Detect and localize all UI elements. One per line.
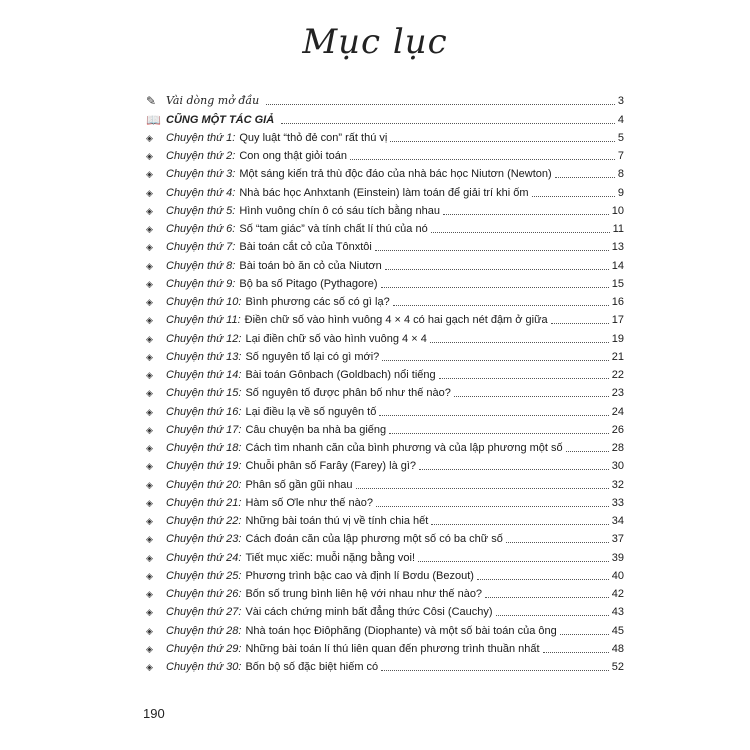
- dot-leader: [356, 488, 609, 489]
- toc-entry-page: 24: [611, 405, 624, 418]
- toc-entry-title: Bộ ba số Pitago (Pythagore): [239, 277, 378, 290]
- dot-leader: [350, 159, 615, 160]
- toc-entry-label: Chuyện thứ 14:: [166, 369, 242, 381]
- toc-entry-title: Bài toán cắt cỏ của Tônxtôi: [239, 241, 372, 254]
- toc-entry: [146, 127, 624, 145]
- toc-entry-label: Chuyện thứ 7:: [166, 241, 236, 254]
- toc-entry-title: Hình vuông chín ô có sáu tích bằng nhau: [239, 204, 440, 217]
- diamond-bullet-icon: ◈: [146, 643, 153, 654]
- table-of-contents: [146, 90, 624, 674]
- toc-entry: [146, 656, 624, 674]
- toc-entry-page: 30: [611, 460, 624, 473]
- diamond-bullet-icon: ◈: [146, 242, 153, 253]
- dot-leader: [419, 469, 609, 470]
- toc-entry-title: Quy luật “thỏ đẻ con” rất thú vị: [239, 131, 388, 144]
- dot-leader: [430, 342, 609, 343]
- toc-entry-title: Cách tìm nhanh căn của bình phương và của lập phương một số: [245, 442, 563, 454]
- dot-leader: [454, 396, 609, 397]
- dot-leader: [375, 250, 609, 251]
- dot-leader: [485, 597, 609, 598]
- diamond-bullet-icon: ◈: [146, 297, 153, 307]
- diamond-bullet-icon: ◈: [146, 351, 153, 362]
- toc-entry-title: Nhà toán học Điôphăng (Diophante) và một số bài toán của ông: [245, 624, 557, 637]
- diamond-bullet-icon: ◈: [146, 607, 153, 618]
- dot-leader: [418, 561, 609, 562]
- dot-leader: [381, 287, 609, 288]
- dot-leader: [551, 323, 609, 324]
- diamond-bullet-icon: ◈: [146, 260, 153, 271]
- toc-entry-title: Chuỗi phân số Farây (Farey) là gì?: [245, 460, 417, 473]
- toc-entry-page: 34: [611, 515, 624, 527]
- diamond-bullet-icon: ◈: [146, 224, 153, 234]
- toc-entry-label: Chuyện thứ 18:: [166, 442, 242, 454]
- diamond-bullet-icon: ◈: [146, 534, 153, 545]
- toc-entry: [146, 108, 624, 126]
- toc-entry-label: Chuyện thứ 23:: [166, 533, 242, 546]
- toc-entry-label: Chuyện thứ 9:: [166, 277, 236, 290]
- toc-entry-page: 48: [611, 642, 624, 655]
- toc-entry-page: 14: [611, 259, 624, 272]
- toc-entry-title: Câu chuyện ba nhà ba giếng: [245, 423, 387, 436]
- toc-entry-page: 5: [617, 131, 624, 144]
- toc-entry-page: 7: [617, 150, 624, 162]
- toc-entry-page: 9: [617, 186, 624, 199]
- diamond-bullet-icon: ◈: [146, 388, 153, 399]
- toc-entry-page: 23: [611, 387, 624, 400]
- diamond-bullet-icon: ◈: [146, 479, 153, 490]
- dot-leader: [439, 378, 609, 379]
- toc-entry-page: 28: [611, 442, 624, 454]
- toc-entry-label: Chuyện thứ 12:: [166, 332, 242, 345]
- diamond-bullet-icon: ◈: [146, 625, 153, 636]
- dot-leader: [443, 214, 609, 215]
- toc-entry-title: Bình phương các số có gì lạ?: [245, 296, 390, 308]
- diamond-bullet-icon: ◈: [146, 151, 153, 161]
- toc-entry-page: 39: [611, 551, 624, 564]
- toc-entry: [146, 273, 624, 291]
- dot-leader: [496, 615, 609, 616]
- dot-leader: [566, 451, 609, 452]
- toc-entry: [146, 455, 624, 473]
- dot-leader: [266, 104, 615, 105]
- page-number: 190: [143, 706, 165, 721]
- toc-entry-label: Chuyện thứ 2:: [166, 150, 236, 162]
- toc-entry: [146, 309, 624, 327]
- diamond-bullet-icon: ◈: [146, 187, 153, 198]
- toc-entry: [146, 583, 624, 601]
- toc-entry: [146, 565, 624, 583]
- toc-entry: [146, 90, 624, 108]
- toc-entry-title: Cách đoán căn của lập phương một số có ba chữ số: [245, 533, 503, 546]
- diamond-bullet-icon: ◈: [146, 169, 153, 180]
- toc-entry-label: Chuyện thứ 6:: [166, 223, 236, 235]
- toc-entry: [146, 492, 624, 510]
- toc-entry-label: CŨNG MỘT TÁC GIẢ: [166, 113, 275, 126]
- diamond-bullet-icon: ◈: [146, 406, 153, 417]
- toc-entry-page: 33: [611, 496, 624, 509]
- toc-entry-title: Lại điền chữ số vào hình vuông 4 × 4: [245, 332, 427, 345]
- dot-leader: [393, 305, 609, 306]
- diamond-bullet-icon: ◈: [146, 333, 153, 344]
- pen-icon: ✎: [146, 94, 157, 109]
- toc-entry: [146, 601, 624, 619]
- diamond-bullet-icon: ◈: [146, 552, 153, 563]
- toc-entry-title: Điền chữ số vào hình vuông 4 × 4 có hai gạch nét đậm ở giữa: [244, 314, 548, 327]
- toc-entry: [146, 254, 624, 272]
- toc-entry: [146, 364, 624, 382]
- toc-entry-label: Chuyện thứ 4:: [166, 186, 236, 199]
- dot-leader: [281, 123, 615, 124]
- toc-entry-label: Chuyện thứ 27:: [166, 606, 242, 619]
- toc-entry-title: Bài toán Gônbach (Goldbach) nổi tiếng: [245, 369, 436, 381]
- dot-leader: [385, 269, 609, 270]
- diamond-bullet-icon: ◈: [146, 497, 153, 508]
- diamond-bullet-icon: ◈: [146, 589, 153, 599]
- toc-entry-label: Chuyện thứ 10:: [166, 296, 242, 308]
- toc-entry: [146, 145, 624, 163]
- diamond-bullet-icon: ◈: [146, 132, 153, 143]
- toc-entry-title: Một sáng kiến trả thù độc đáo của nhà bác học Niutơn (Newton): [239, 168, 552, 181]
- diamond-bullet-icon: ◈: [146, 278, 153, 289]
- diamond-bullet-icon: ◈: [146, 662, 153, 672]
- toc-entry: [146, 218, 624, 236]
- toc-entry-page: 42: [611, 588, 624, 600]
- toc-entry-label: Chuyện thứ 8:: [166, 259, 236, 272]
- toc-entry-title: Những bài toán lí thú liên quan đến phương trình thuần nhất: [245, 642, 540, 655]
- toc-entry-label: Chuyện thứ 28:: [166, 624, 242, 637]
- toc-entry-page: 15: [611, 277, 624, 290]
- toc-entry-title: Lại điều lạ về số nguyên tố: [245, 405, 377, 418]
- toc-entry-label: Chuyện thứ 26:: [166, 588, 242, 600]
- toc-entry: [146, 236, 624, 254]
- toc-entry: [146, 200, 624, 218]
- toc-entry-page: 40: [611, 569, 624, 582]
- toc-entry: [146, 510, 624, 528]
- book-icon: 📖: [146, 112, 161, 127]
- toc-entry-label: Chuyện thứ 20:: [166, 478, 242, 491]
- toc-entry-page: 11: [612, 223, 624, 235]
- toc-entry-page: 3: [617, 95, 624, 108]
- toc-entry: [146, 528, 624, 546]
- toc-entry: [146, 546, 624, 564]
- toc-entry-page: 16: [611, 296, 624, 308]
- dot-leader: [390, 141, 615, 142]
- dot-leader: [376, 506, 609, 507]
- diamond-bullet-icon: ◈: [146, 516, 153, 526]
- toc-entry-page: 13: [611, 241, 624, 254]
- toc-entry-label: Chuyện thứ 3:: [166, 168, 236, 181]
- toc-entry-label: Chuyện thứ 1:: [166, 131, 236, 144]
- toc-entry-title: Nhà bác học Anhxtanh (Einstein) làm toán để giải trí khi ốm: [239, 186, 529, 199]
- toc-entry-title: Hàm số Ơle như thế nào?: [245, 496, 373, 509]
- toc-entry-page: 10: [611, 204, 624, 217]
- toc-entry-page: 8: [617, 168, 624, 181]
- dot-leader: [506, 542, 609, 543]
- page-title: Mục lục: [302, 22, 448, 62]
- toc-entry: [146, 638, 624, 656]
- dot-leader: [381, 670, 609, 671]
- toc-entry: [146, 291, 624, 309]
- dot-leader: [431, 524, 608, 525]
- dot-leader: [477, 579, 609, 580]
- toc-entry-label: Chuyện thứ 5:: [166, 204, 236, 217]
- toc-entry-page: 4: [617, 113, 624, 126]
- toc-entry-title: Phương trình bậc cao và định lí Bơdu (Bezout): [245, 569, 474, 582]
- diamond-bullet-icon: ◈: [146, 205, 153, 216]
- toc-entry-title: Tiết mục xiếc: muỗi nặng bằng voi!: [245, 551, 416, 564]
- toc-entry-label: Chuyện thứ 21:: [166, 496, 242, 509]
- toc-entry-label: Chuyện thứ 24:: [166, 551, 242, 564]
- toc-entry-title: Con ong thật giỏi toán: [239, 150, 347, 162]
- diamond-bullet-icon: ◈: [146, 370, 153, 380]
- toc-entry-title: Bốn số trung bình liên hệ với nhau như thế nào?: [245, 588, 483, 600]
- dot-leader: [560, 634, 609, 635]
- toc-entry-page: 37: [611, 533, 624, 546]
- toc-entry-title: Những bài toán thú vị về tính chia hết: [245, 515, 429, 527]
- toc-entry-label: Chuyện thứ 25:: [166, 569, 242, 582]
- toc-entry: [146, 400, 624, 418]
- toc-entry-label: Chuyện thứ 29:: [166, 642, 242, 655]
- toc-entry: [146, 382, 624, 400]
- toc-entry-page: 19: [611, 332, 624, 345]
- toc-entry-title: Số “tam giác” và tính chất lí thú của nó: [239, 223, 428, 235]
- toc-entry-label: Vài dòng mở đầu: [166, 94, 260, 108]
- dot-leader: [379, 415, 608, 416]
- toc-entry-page: 21: [611, 350, 624, 363]
- toc-entry-page: 52: [611, 661, 624, 673]
- dot-leader: [532, 196, 615, 197]
- toc-entry-page: 43: [611, 606, 624, 619]
- toc-entry-page: 26: [611, 423, 624, 436]
- dot-leader: [382, 360, 608, 361]
- dot-leader: [389, 433, 609, 434]
- toc-entry-page: 32: [611, 478, 624, 491]
- toc-entry-title: Phân số gần gũi nhau: [245, 478, 353, 491]
- dot-leader: [555, 177, 615, 178]
- toc-entry: [146, 619, 624, 637]
- diamond-bullet-icon: ◈: [146, 443, 153, 453]
- dot-leader: [543, 652, 609, 653]
- toc-entry: [146, 327, 624, 345]
- toc-entry-label: Chuyện thứ 17:: [166, 423, 242, 436]
- toc-entry: [146, 181, 624, 199]
- toc-entry-title: Vài cách chứng minh bất đẳng thức Côsi (Cauchy): [245, 606, 493, 619]
- toc-entry-title: Số nguyên tố lại có gì mới?: [245, 350, 380, 363]
- diamond-bullet-icon: ◈: [146, 570, 153, 581]
- toc-entry: [146, 346, 624, 364]
- toc-entry-page: 22: [611, 369, 624, 381]
- toc-entry: [146, 437, 624, 455]
- toc-entry-label: Chuyện thứ 22:: [166, 515, 242, 527]
- diamond-bullet-icon: ◈: [146, 424, 153, 435]
- toc-entry-page: 17: [611, 314, 624, 327]
- toc-entry: [146, 473, 624, 491]
- toc-entry-title: Bài toán bò ăn cỏ của Niutơn: [239, 259, 382, 272]
- toc-entry-label: Chuyện thứ 19:: [166, 460, 242, 473]
- toc-entry-label: Chuyện thứ 15:: [166, 387, 242, 400]
- toc-entry: [146, 163, 624, 181]
- diamond-bullet-icon: ◈: [146, 461, 153, 472]
- toc-entry-title: Bốn bộ số đặc biệt hiếm có: [245, 661, 379, 673]
- toc-entry-page: 45: [611, 624, 624, 637]
- toc-entry-label: Chuyện thứ 13:: [166, 350, 242, 363]
- diamond-bullet-icon: ◈: [146, 315, 153, 326]
- toc-entry-label: Chuyện thứ 16:: [166, 405, 242, 418]
- toc-entry: [146, 419, 624, 437]
- dot-leader: [431, 232, 610, 233]
- toc-entry-label: Chuyện thứ 30:: [166, 661, 242, 673]
- toc-entry-label: Chuyện thứ 11:: [166, 314, 241, 327]
- toc-entry-title: Số nguyên tố được phân bố như thế nào?: [245, 387, 451, 400]
